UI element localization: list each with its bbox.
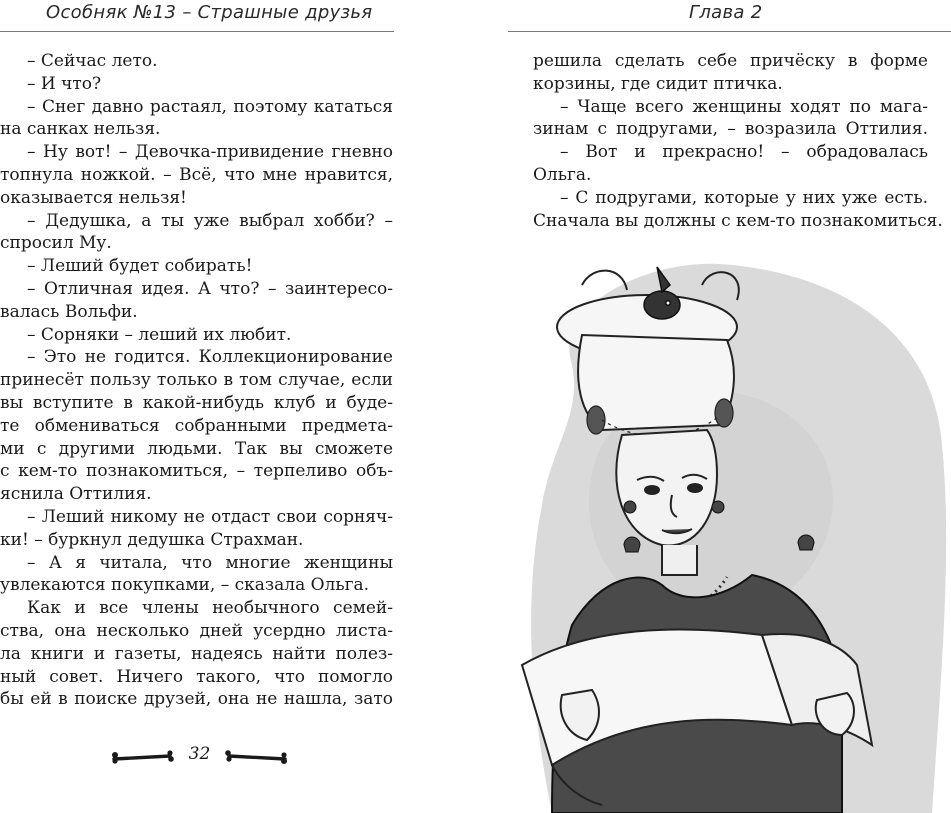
- text-line: спросил Му.: [0, 233, 112, 254]
- header-rule: [0, 31, 394, 32]
- page-number: 32: [188, 744, 211, 764]
- text-line: зинам с подругами, – возразила Оттилия.: [533, 119, 928, 140]
- text-line: на санках нельзя.: [0, 119, 161, 140]
- bone-ornament-icon: [112, 750, 174, 764]
- text-line: увлекаются покупками, – сказала Ольга.: [0, 575, 370, 596]
- text-line: – Леший будет собирать!: [27, 256, 253, 277]
- text-line: – Отличная идея. А что? – заинтересо-: [27, 278, 393, 299]
- text-line: вы вступите в какой-нибудь клуб и буде-: [0, 392, 393, 413]
- bone-ornament-icon: [225, 750, 287, 764]
- text-line: – Снег давно растаял, поэтому кататься: [27, 96, 393, 117]
- text-line: яснила Оттилия.: [0, 484, 152, 505]
- text-line: валась Вольфи.: [0, 301, 138, 322]
- text-line: – Это не годится. Коллекционирование: [27, 347, 393, 368]
- running-head-chapter: Глава 2: [689, 2, 763, 23]
- text-line: – Дедушка, а ты уже выбрал хобби? –: [27, 210, 393, 231]
- text-line: те обмениваться собранными предмета-: [0, 415, 393, 436]
- text-line: ки! – буркнул дедушка Страхман.: [0, 529, 304, 550]
- body-text: [0, 50, 393, 711]
- text-line: ла книги и газеты, надеясь найти полез-: [0, 643, 393, 664]
- header-rule: [508, 31, 951, 32]
- text-line: бы ей в поиске друзей, она не нашла, зато: [0, 689, 393, 710]
- body-text: [533, 50, 943, 232]
- text-line: – Чаще всего женщины ходят по мага-: [560, 96, 928, 117]
- running-head-book-title: Особняк №13 – Страшные друзья: [46, 2, 373, 23]
- text-line: – С подругами, которые у них уже есть.: [560, 187, 928, 208]
- text-line: принесёт пользу только в том случае, если: [0, 370, 393, 391]
- text-line: – Сейчас лето.: [27, 51, 158, 71]
- text-line: – А я читала, что многие женщины: [27, 552, 393, 573]
- text-line: ми с другими людьми. Так вы сможете: [0, 438, 393, 459]
- text-line: ства, она несколько дней усердно листа-: [0, 620, 393, 641]
- text-line: оказывается нельзя!: [0, 187, 187, 208]
- right-page: [476, 0, 951, 813]
- left-page: [0, 0, 475, 813]
- text-line: – Леший никому не отдаст свои сорняч-: [27, 506, 393, 527]
- text-line: ный совет. Ничего такого, что помогло: [0, 666, 393, 687]
- text-line: – Вот и прекрасно! – обрадовалась: [560, 142, 928, 163]
- woman-reading-illustration: [512, 245, 951, 813]
- text-line: с кем-то познакомиться, – терпеливо объ-: [0, 461, 393, 482]
- page-folio: [112, 744, 287, 770]
- text-line: – И что?: [27, 73, 102, 94]
- text-line: Ольга.: [533, 164, 592, 185]
- text-line: – Сорняки – леший их любит.: [27, 324, 292, 345]
- text-line: топнула ножкой. – Всё, что мне нравится,: [0, 164, 393, 185]
- text-line: решила сделать себе причёску в форме: [533, 51, 928, 71]
- text-line: – Ну вот! – Девочка-привидение гневно: [27, 142, 393, 163]
- text-line: Как и все члены необычного семей-: [27, 598, 393, 619]
- text-line: корзины, где сидит птичка.: [533, 73, 783, 94]
- text-line: Сначала вы должны с кем-то познакомиться.: [533, 210, 943, 231]
